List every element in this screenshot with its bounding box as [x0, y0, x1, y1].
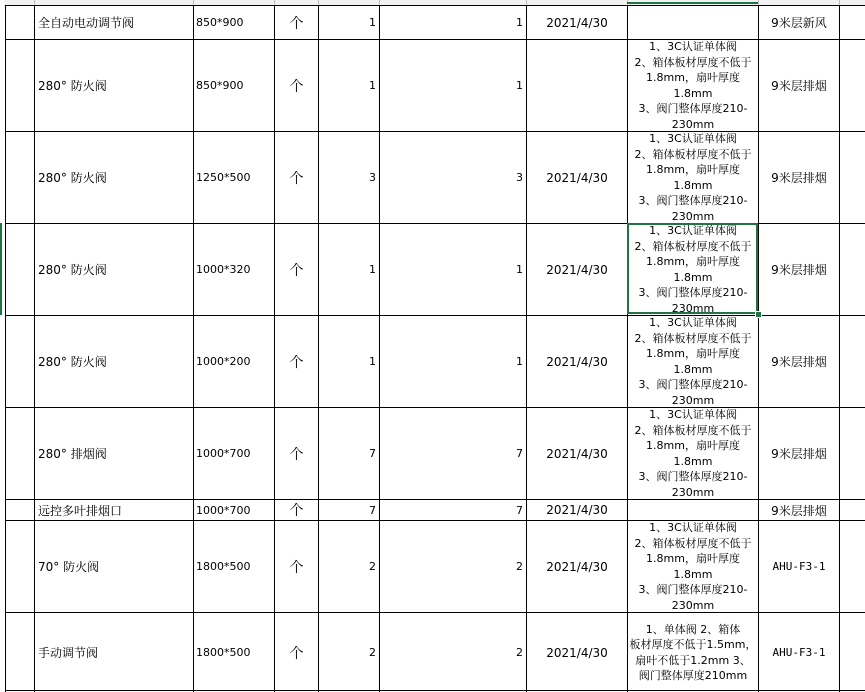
- size-value: 1000*200: [196, 355, 251, 368]
- spec-line: 230mm: [671, 393, 715, 407]
- quantity-value: 1: [369, 79, 376, 92]
- location-value: 9米层新风: [771, 16, 827, 30]
- blank-cell[interactable]: [6, 613, 34, 692]
- spec-line: 3、阀门整体厚度210-: [638, 470, 748, 483]
- row-header[interactable]: [0, 500, 5, 520]
- spec-line: 3、阀门整体厚度210-: [638, 194, 748, 207]
- quantity-value: 2: [369, 646, 376, 659]
- size-value: 850*900: [196, 16, 244, 29]
- spec-line: 230mm: [671, 485, 715, 499]
- row-header[interactable]: [0, 132, 5, 223]
- total-quantity-value: 1: [516, 79, 523, 92]
- row-header[interactable]: [0, 6, 5, 39]
- unit-cell[interactable]: [275, 408, 318, 499]
- name-cell[interactable]: [35, 40, 193, 131]
- spec-line: 1、3C认证单体阀: [649, 408, 737, 421]
- size-cell[interactable]: [194, 40, 274, 131]
- total-quantity-value: 1: [516, 16, 523, 29]
- location-value: 9米层排烟: [771, 447, 827, 461]
- name-value: 70° 防火阀: [38, 560, 100, 574]
- name-value: 280° 防火阀: [38, 263, 107, 277]
- date-value: 2021/4/30: [546, 262, 608, 277]
- location-cell[interactable]: [759, 408, 839, 499]
- spec-cell[interactable]: [628, 40, 758, 131]
- name-cell[interactable]: [35, 316, 193, 407]
- spec-line: 1、3C认证单体阀: [649, 316, 737, 329]
- name-cell[interactable]: [35, 500, 193, 520]
- unit-value: 个: [289, 559, 304, 576]
- row-header[interactable]: [0, 316, 5, 407]
- location-cell[interactable]: [759, 521, 839, 612]
- unit-cell[interactable]: [275, 6, 318, 39]
- blank-cell[interactable]: [6, 132, 34, 223]
- size-cell[interactable]: [194, 613, 274, 692]
- date-value: 2021/4/30: [546, 15, 608, 30]
- total-quantity-cell[interactable]: [380, 408, 526, 499]
- spec-line: 230mm: [671, 598, 715, 612]
- fill-handle[interactable]: [755, 311, 762, 318]
- size-value: 1000*700: [196, 447, 251, 460]
- spec-text: [629, 224, 757, 315]
- spec-line: 2、箱体板材厚度不低于: [634, 239, 752, 253]
- date-value: 2021/4/30: [546, 354, 608, 369]
- spec-cell[interactable]: [628, 132, 758, 223]
- spec-line: 230mm: [671, 117, 715, 131]
- quantity-value: 1: [369, 16, 376, 29]
- unit-value: 个: [289, 645, 304, 662]
- total-quantity-cell[interactable]: [380, 316, 526, 407]
- blank-cell[interactable]: [6, 224, 34, 315]
- quantity-cell[interactable]: [319, 521, 379, 612]
- location-cell[interactable]: [759, 613, 839, 692]
- total-quantity-value: 7: [516, 503, 523, 517]
- quantity-value: 2: [369, 560, 376, 573]
- row-header[interactable]: [0, 408, 5, 499]
- total-quantity-value: 1: [516, 355, 523, 368]
- spec-text: [629, 521, 757, 612]
- spec-line: 2、箱体板材厚度不低于: [634, 536, 752, 550]
- spec-line: 2、箱体板材厚度不低于: [634, 147, 752, 161]
- date-cell[interactable]: [527, 6, 627, 39]
- date-cell[interactable]: [527, 132, 627, 223]
- date-value: 2021/4/30: [546, 645, 608, 660]
- location-value: 9米层排烟: [771, 263, 827, 277]
- total-quantity-value: 1: [516, 263, 523, 276]
- date-cell[interactable]: [527, 40, 627, 131]
- total-quantity-cell[interactable]: [380, 500, 526, 520]
- name-cell[interactable]: [35, 613, 193, 692]
- location-cell[interactable]: [759, 500, 839, 520]
- total-quantity-cell[interactable]: [380, 613, 526, 692]
- spec-cell[interactable]: [628, 316, 758, 407]
- size-value: 850*900: [196, 79, 244, 92]
- blank-cell[interactable]: [6, 40, 34, 131]
- unit-cell[interactable]: [275, 132, 318, 223]
- quantity-value: 1: [369, 263, 376, 276]
- spec-cell[interactable]: [628, 521, 758, 612]
- quantity-cell[interactable]: [319, 408, 379, 499]
- size-value: 1000*320: [196, 263, 251, 276]
- unit-value: 个: [289, 78, 304, 95]
- location-value: 9米层排烟: [771, 171, 827, 185]
- date-cell[interactable]: [527, 613, 627, 692]
- spec-line: 阀门整体厚度210mm: [638, 669, 748, 682]
- location-value: 9米层排烟: [771, 355, 827, 369]
- blank-cell[interactable]: [6, 408, 34, 499]
- size-cell[interactable]: [194, 408, 274, 499]
- spec-line: 1.8mm，扇叶厚度1.8mm: [646, 347, 740, 376]
- row-header[interactable]: [0, 40, 5, 131]
- row-header[interactable]: [0, 521, 5, 612]
- blank-cell[interactable]: [6, 316, 34, 407]
- row-header-selected-marker: [0, 223, 2, 315]
- unit-value: 个: [289, 15, 304, 32]
- spec-cell[interactable]: [628, 6, 758, 39]
- spec-line: 2、箱体板材厚度不低于: [634, 55, 752, 69]
- spec-line: 1.8mm，扇叶厚度1.8mm: [646, 163, 740, 192]
- name-value: 远控多叶排烟口: [38, 503, 123, 518]
- date-value: 2021/4/30: [546, 503, 608, 517]
- date-cell[interactable]: [527, 521, 627, 612]
- date-cell[interactable]: [527, 316, 627, 407]
- quantity-cell[interactable]: [319, 224, 379, 315]
- size-cell[interactable]: [194, 521, 274, 612]
- size-cell[interactable]: [194, 6, 274, 39]
- unit-cell[interactable]: [275, 40, 318, 131]
- spec-cell[interactable]: [628, 224, 758, 315]
- spec-text: [629, 132, 757, 223]
- spec-line: 1.8mm，扇叶厚度1.8mm: [646, 439, 740, 468]
- size-value: 1800*500: [196, 646, 251, 659]
- spec-text: [629, 316, 757, 407]
- total-quantity-cell[interactable]: [380, 6, 526, 39]
- spec-line: 3、阀门整体厚度210-: [638, 583, 748, 596]
- spec-line: 1.8mm，扇叶厚度1.8mm: [646, 552, 740, 581]
- unit-cell[interactable]: [275, 521, 318, 612]
- unit-value: 个: [289, 446, 304, 463]
- quantity-value: 3: [369, 171, 376, 184]
- unit-cell[interactable]: [275, 316, 318, 407]
- row-header[interactable]: [0, 613, 5, 692]
- unit-value: 个: [289, 170, 304, 187]
- quantity-cell[interactable]: [319, 40, 379, 131]
- spec-line: 1、单体阀 2、箱体: [645, 622, 741, 636]
- name-value: 280° 排烟阀: [38, 447, 107, 461]
- name-value: 280° 防火阀: [38, 171, 107, 185]
- spec-cell[interactable]: [628, 613, 758, 692]
- spec-line: 1、3C认证单体阀: [649, 132, 737, 145]
- blank-cell[interactable]: [6, 500, 34, 520]
- location-cell[interactable]: [759, 6, 839, 39]
- size-value: 1000*700: [196, 503, 251, 517]
- name-cell[interactable]: [35, 132, 193, 223]
- unit-cell[interactable]: [275, 613, 318, 692]
- spec-cell[interactable]: [628, 408, 758, 499]
- name-cell[interactable]: [35, 224, 193, 315]
- name-value: 280° 防火阀: [38, 355, 107, 369]
- spec-line: 扇叶不低于1.2mm 3、: [635, 653, 751, 667]
- name-cell[interactable]: [35, 6, 193, 39]
- quantity-value: 1: [369, 355, 376, 368]
- date-cell[interactable]: [527, 500, 627, 520]
- name-value: 全自动电动调节阀: [38, 16, 135, 30]
- date-value: 2021/4/30: [546, 170, 608, 185]
- unit-value: 个: [289, 262, 304, 279]
- quantity-cell[interactable]: [319, 500, 379, 520]
- size-value: 1800*500: [196, 560, 251, 573]
- quantity-cell[interactable]: [319, 613, 379, 692]
- unit-value: 个: [289, 503, 304, 519]
- location-cell[interactable]: [759, 316, 839, 407]
- location-cell[interactable]: [759, 132, 839, 223]
- quantity-value: 7: [369, 503, 376, 517]
- spec-text: [630, 622, 757, 684]
- location-value: AHU-F3-1: [772, 560, 826, 573]
- date-cell[interactable]: [527, 224, 627, 315]
- location-value: 9米层排烟: [771, 503, 827, 518]
- location-cell[interactable]: [759, 224, 839, 315]
- quantity-cell[interactable]: [319, 6, 379, 39]
- column-header-selected-marker: [627, 0, 758, 4]
- total-quantity-cell[interactable]: [380, 132, 526, 223]
- total-quantity-value: 2: [516, 560, 523, 573]
- spec-cell[interactable]: [628, 500, 758, 520]
- total-quantity-cell[interactable]: [380, 40, 526, 131]
- name-cell[interactable]: [35, 521, 193, 612]
- name-cell[interactable]: [35, 408, 193, 499]
- spec-line: 3、阀门整体厚度210-: [638, 102, 748, 115]
- spec-line: 1、3C认证单体阀: [649, 521, 737, 534]
- spec-line: 2、箱体板材厚度不低于: [634, 423, 752, 437]
- location-cell[interactable]: [759, 40, 839, 131]
- total-quantity-value: 3: [516, 171, 523, 184]
- spec-text: [629, 408, 757, 499]
- location-value: AHU-F3-1: [772, 646, 826, 659]
- quantity-cell[interactable]: [319, 132, 379, 223]
- spec-line: 230mm: [671, 209, 715, 223]
- spec-line: 板材厚度不低于1.5mm，: [629, 638, 757, 651]
- total-quantity-value: 2: [516, 646, 523, 659]
- name-value: 280° 防火阀: [38, 79, 107, 93]
- size-cell[interactable]: [194, 316, 274, 407]
- spec-line: 1、3C认证单体阀: [649, 224, 737, 237]
- date-cell[interactable]: [527, 408, 627, 499]
- blank-cell[interactable]: [6, 6, 34, 39]
- spec-line: 1、3C认证单体阀: [649, 40, 737, 53]
- size-cell[interactable]: [194, 224, 274, 315]
- total-quantity-cell[interactable]: [380, 521, 526, 612]
- unit-cell[interactable]: [275, 500, 318, 520]
- spec-line: 1.8mm，扇叶厚度1.8mm: [646, 255, 740, 284]
- total-quantity-value: 7: [516, 447, 523, 460]
- total-quantity-cell[interactable]: [380, 224, 526, 315]
- quantity-cell[interactable]: [319, 316, 379, 407]
- spec-line: 3、阀门整体厚度210-: [638, 286, 748, 299]
- spec-line: 230mm: [671, 301, 715, 315]
- quantity-value: 7: [369, 447, 376, 460]
- unit-cell[interactable]: [275, 224, 318, 315]
- date-value: 2021/4/30: [546, 446, 608, 461]
- spec-line: 2、箱体板材厚度不低于: [634, 331, 752, 345]
- size-cell[interactable]: [194, 500, 274, 520]
- date-value: 2021/4/30: [546, 559, 608, 574]
- location-value: 9米层排烟: [771, 79, 827, 93]
- blank-cell[interactable]: [6, 521, 34, 612]
- size-cell[interactable]: [194, 132, 274, 223]
- unit-value: 个: [289, 354, 304, 371]
- spec-line: 1.8mm，扇叶厚度1.8mm: [646, 71, 740, 100]
- name-value: 手动调节阀: [38, 646, 99, 660]
- spec-text: [629, 40, 757, 131]
- spec-line: 3、阀门整体厚度210-: [638, 378, 748, 391]
- size-value: 1250*500: [196, 171, 251, 184]
- column-border: [839, 5, 840, 692]
